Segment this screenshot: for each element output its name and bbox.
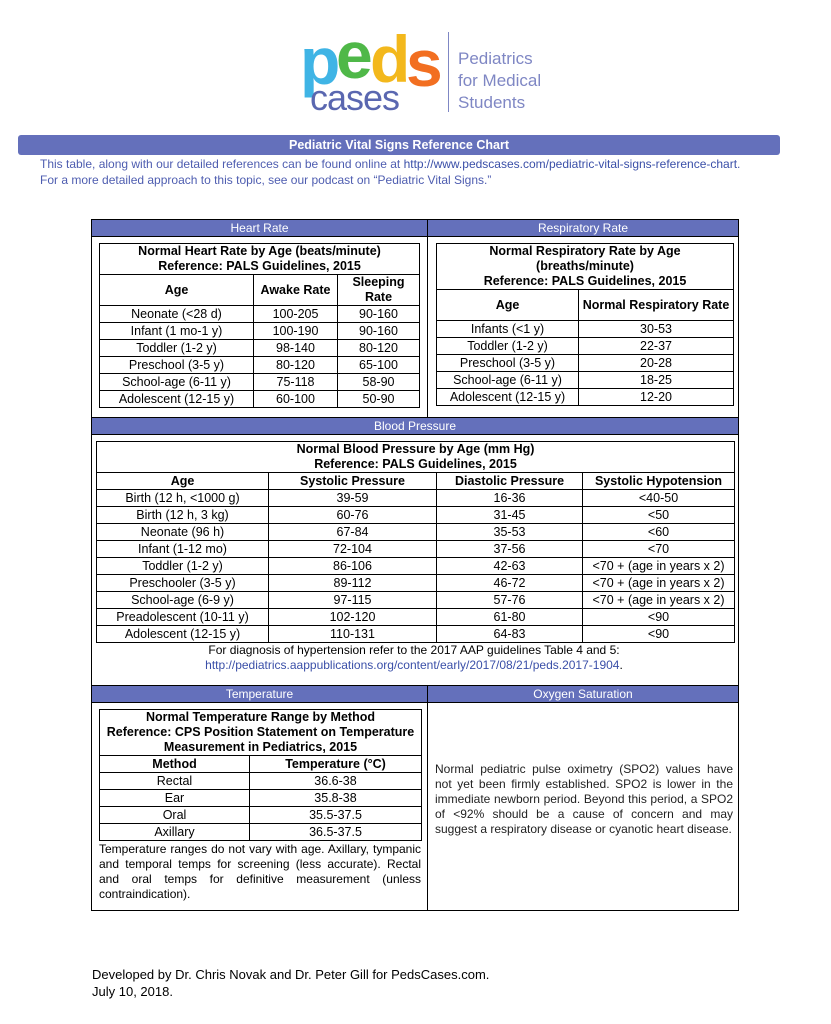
divider-top (427, 220, 428, 418)
blood-pressure-cell: 46-72 (437, 575, 583, 592)
divider-bottom (427, 686, 428, 910)
heart-rate-row (100, 306, 420, 323)
blood-pressure-cell: School-age (6-9 y) (97, 592, 269, 609)
logo-cases-word: cases (310, 77, 400, 118)
logo-letter-s: s (406, 26, 440, 100)
blood-pressure-row (97, 609, 735, 626)
respiratory-caption-1: Normal Respiratory Rate by Age (breaths/minute) (489, 244, 681, 273)
heart-rate-row (100, 391, 420, 408)
rr-header-rate: Normal Respiratory Rate (579, 290, 734, 321)
respiratory-cell: Adolescent (12-15 y) (437, 389, 579, 406)
respiratory-cell: 20-28 (579, 355, 734, 372)
divider-bp-bottom (92, 685, 738, 686)
logo-tagline-3: Students (458, 93, 526, 112)
heart-rate-table (99, 243, 420, 408)
temperature-caption-2: Reference: CPS Position Statement on Temperature Measurement in Pediatrics, 2015 (106, 725, 415, 754)
oxygen-saturation-text: Normal pediatric pulse oximetry (SPO2) values have not yet been firmly established. SPO2 is lower in the immediate newborn period. Beyond this period, a SPO2 of <92% should be a cause of concern and may suggest a respiratory disease or cyanotic heart disease. (435, 762, 733, 836)
blood-pressure-cell: 39-59 (269, 490, 437, 507)
hr-header-age: Age (100, 275, 254, 306)
bp-note-end: . (619, 658, 623, 672)
bp-caption-1: Normal Blood Pressure by Age (mm Hg) (296, 442, 535, 456)
rr-header-age: Age (437, 290, 579, 321)
respiratory-row (437, 372, 734, 389)
temperature-caption-1: Normal Temperature Range by Method (146, 710, 375, 724)
section-respiratory-rate: Respiratory Rate (428, 220, 738, 237)
heart-rate-row (100, 340, 420, 357)
temperature-rows (100, 773, 422, 841)
temperature-note: Temperature ranges do not vary with age. Axillary, tympanic and temporal temps for screening (less accurate). Rectal and oral temps for definitive measurement (unless contraindication). (99, 842, 421, 901)
blood-pressure-cell: Neonate (96 h) (97, 524, 269, 541)
bp-note (96, 643, 732, 673)
blood-pressure-rows (97, 490, 735, 643)
blood-pressure-cell: <70 + (age in years x 2) (583, 592, 735, 609)
blood-pressure-cell: <50 (583, 507, 735, 524)
blood-pressure-cell: <60 (583, 524, 735, 541)
temperature-table (99, 709, 422, 841)
logo-tagline-2: for Medical (458, 71, 542, 90)
temperature-cell: 36.6-38 (250, 773, 422, 790)
heart-rate-cell: 100-205 (254, 306, 338, 323)
blood-pressure-cell: 97-115 (269, 592, 437, 609)
temp-header-method: Method (100, 756, 250, 773)
blood-pressure-cell: 89-112 (269, 575, 437, 592)
logo-letter-p: p (300, 24, 338, 98)
temperature-cell: Oral (100, 807, 250, 824)
blood-pressure-row (97, 507, 735, 524)
heart-rate-cell: 80-120 (254, 357, 338, 374)
blood-pressure-cell: 72-104 (269, 541, 437, 558)
heart-rate-row (100, 357, 420, 374)
blood-pressure-cell: 61-80 (437, 609, 583, 626)
respiratory-caption (437, 244, 734, 290)
blood-pressure-row (97, 558, 735, 575)
temp-header-temperature: Temperature (°C) (250, 756, 422, 773)
heart-rate-cell: Infant (1 mo-1 y) (100, 323, 254, 340)
heart-rate-row (100, 323, 420, 340)
logo-divider (448, 32, 449, 112)
temperature-row (100, 807, 422, 824)
bp-header-age: Age (97, 473, 269, 490)
blood-pressure-cell: 16-36 (437, 490, 583, 507)
heart-rate-cell: 58-90 (338, 374, 420, 391)
blood-pressure-cell: 67-84 (269, 524, 437, 541)
heart-rate-row (100, 374, 420, 391)
blood-pressure-cell: Adolescent (12-15 y) (97, 626, 269, 643)
section-heart-rate: Heart Rate (92, 220, 427, 237)
blood-pressure-cell: 86-106 (269, 558, 437, 575)
blood-pressure-row (97, 626, 735, 643)
logo-tagline-1: Pediatrics (458, 49, 533, 68)
blood-pressure-cell: Toddler (1-2 y) (97, 558, 269, 575)
logo-letter-e: e (336, 18, 370, 92)
respiratory-cell: 12-20 (579, 389, 734, 406)
blood-pressure-cell: 57-76 (437, 592, 583, 609)
temperature-row (100, 824, 422, 841)
blood-pressure-cell: <70 + (age in years x 2) (583, 558, 735, 575)
logo-letter-d: d (370, 22, 408, 96)
temperature-cell: Rectal (100, 773, 250, 790)
temperature-cell: 35.5-37.5 (250, 807, 422, 824)
temperature-cell: Axillary (100, 824, 250, 841)
footer (92, 966, 489, 1000)
heart-rate-rows (100, 306, 420, 408)
respiratory-cell: School-age (6-11 y) (437, 372, 579, 389)
heart-rate-cell: Toddler (1-2 y) (100, 340, 254, 357)
respiratory-cell: 30-53 (579, 321, 734, 338)
blood-pressure-cell: <70 (583, 541, 735, 558)
blood-pressure-cell: 42-63 (437, 558, 583, 575)
blood-pressure-row (97, 575, 735, 592)
heart-rate-cell: School-age (6-11 y) (100, 374, 254, 391)
blood-pressure-table (96, 441, 735, 643)
footer-credit: Developed by Dr. Chris Novak and Dr. Peter Gill for PedsCases.com. (92, 967, 490, 982)
heart-rate-cell: Neonate (<28 d) (100, 306, 254, 323)
heart-rate-cell: 90-160 (338, 323, 420, 340)
bp-caption (97, 442, 735, 473)
blood-pressure-cell: 64-83 (437, 626, 583, 643)
footer-date: July 10, 2018. (92, 984, 173, 999)
heart-rate-caption-2: Reference: PALS Guidelines, 2015 (158, 259, 361, 273)
blood-pressure-cell: 102-120 (269, 609, 437, 626)
intro-before: This table, along with our detailed references can be found online at (40, 157, 404, 171)
blood-pressure-row (97, 490, 735, 507)
intro-link[interactable]: http://www.pedscases.com/pediatric-vital-signs-reference-chart (403, 157, 738, 171)
respiratory-row (437, 338, 734, 355)
blood-pressure-cell: 60-76 (269, 507, 437, 524)
heart-rate-cell: 80-120 (338, 340, 420, 357)
heart-rate-cell: 60-100 (254, 391, 338, 408)
temperature-row (100, 773, 422, 790)
heart-rate-cell: 50-90 (338, 391, 420, 408)
blood-pressure-row (97, 592, 735, 609)
heart-rate-cell: 75-118 (254, 374, 338, 391)
section-temperature: Temperature (92, 686, 427, 703)
heart-rate-cell: Adolescent (12-15 y) (100, 391, 254, 408)
heart-rate-caption (100, 244, 420, 275)
blood-pressure-cell: <40-50 (583, 490, 735, 507)
blood-pressure-cell: <70 + (age in years x 2) (583, 575, 735, 592)
respiratory-rows (437, 321, 734, 406)
blood-pressure-cell: 31-45 (437, 507, 583, 524)
blood-pressure-row (97, 541, 735, 558)
blood-pressure-cell: <90 (583, 609, 735, 626)
respiratory-row (437, 389, 734, 406)
hr-header-awake: Awake Rate (254, 275, 338, 306)
respiratory-cell: Preschool (3-5 y) (437, 355, 579, 372)
section-oxygen-saturation: Oxygen Saturation (428, 686, 738, 703)
heart-rate-cell: 65-100 (338, 357, 420, 374)
heart-rate-cell: 90-160 (338, 306, 420, 323)
blood-pressure-cell: 35-53 (437, 524, 583, 541)
respiratory-cell: Toddler (1-2 y) (437, 338, 579, 355)
temperature-caption (100, 710, 422, 756)
heart-rate-caption-1: Normal Heart Rate by Age (beats/minute) (138, 244, 381, 258)
bp-header-systolic: Systolic Pressure (269, 473, 437, 490)
intro-text (40, 156, 760, 188)
temperature-row (100, 790, 422, 807)
blood-pressure-cell: 37-56 (437, 541, 583, 558)
page-title: Pediatric Vital Signs Reference Chart (18, 135, 780, 155)
heart-rate-cell: 100-190 (254, 323, 338, 340)
blood-pressure-row (97, 524, 735, 541)
bp-note-text: For diagnosis of hypertension refer to the 2017 AAP guidelines Table 4 and 5: (208, 643, 620, 657)
bp-header-hypotension: Systolic Hypotension (583, 473, 735, 490)
blood-pressure-cell: 110-131 (269, 626, 437, 643)
intro-after: . For a more detailed approach to this topic, see our podcast on “Pediatric Vital Signs.” (40, 157, 741, 187)
respiratory-rate-table (436, 243, 734, 406)
blood-pressure-cell: Preschooler (3-5 y) (97, 575, 269, 592)
temperature-cell: Ear (100, 790, 250, 807)
respiratory-cell: Infants (<1 y) (437, 321, 579, 338)
temperature-cell: 35.8-38 (250, 790, 422, 807)
respiratory-cell: 18-25 (579, 372, 734, 389)
blood-pressure-cell: Infant (1-12 mo) (97, 541, 269, 558)
section-blood-pressure: Blood Pressure (92, 418, 738, 435)
bp-note-link[interactable]: http://pediatrics.aappublications.org/content/early/2017/08/21/peds.2017-1904 (205, 658, 620, 672)
blood-pressure-cell: Preadolescent (10-11 y) (97, 609, 269, 626)
respiratory-row (437, 355, 734, 372)
blood-pressure-cell: Birth (12 h, 3 kg) (97, 507, 269, 524)
bp-header-diastolic: Diastolic Pressure (437, 473, 583, 490)
respiratory-row (437, 321, 734, 338)
divider-bp-top (92, 417, 738, 418)
bp-caption-2: Reference: PALS Guidelines, 2015 (314, 457, 517, 471)
heart-rate-cell: Preschool (3-5 y) (100, 357, 254, 374)
blood-pressure-cell: Birth (12 h, <1000 g) (97, 490, 269, 507)
respiratory-caption-2: Reference: PALS Guidelines, 2015 (483, 274, 687, 288)
pedscases-logo (298, 18, 558, 118)
blood-pressure-cell: <90 (583, 626, 735, 643)
respiratory-cell: 22-37 (579, 338, 734, 355)
hr-header-sleeping: Sleeping Rate (338, 275, 420, 306)
heart-rate-cell: 98-140 (254, 340, 338, 357)
temperature-cell: 36.5-37.5 (250, 824, 422, 841)
